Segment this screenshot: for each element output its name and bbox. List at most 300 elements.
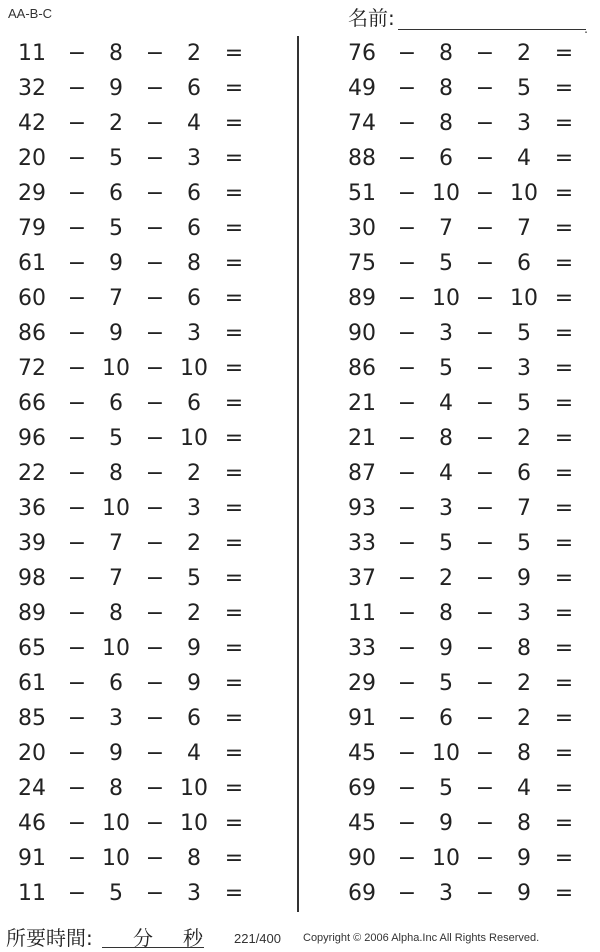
minuend: 91 [18, 846, 46, 871]
minus-sign: − [67, 846, 87, 871]
subtrahend-1: 3 [109, 706, 123, 731]
minus-sign: − [475, 496, 495, 521]
subtrahend-2: 6 [517, 461, 531, 486]
problem-row [0, 701, 270, 736]
minus-sign: − [67, 356, 87, 381]
minus-sign: − [397, 776, 417, 801]
problem-row [0, 876, 270, 911]
minuend: 11 [18, 881, 46, 906]
minus-sign: − [397, 531, 417, 556]
subtrahend-2: 5 [517, 76, 531, 101]
minuend: 76 [348, 41, 376, 66]
equals-sign: = [554, 811, 574, 836]
subtrahend-1: 10 [432, 846, 460, 871]
subtrahend-1: 8 [439, 41, 453, 66]
minus-sign: − [145, 146, 165, 171]
subtrahend-1: 2 [439, 566, 453, 591]
minuend: 85 [18, 706, 46, 731]
minuend: 22 [18, 461, 46, 486]
problem-row [330, 421, 600, 456]
equals-sign: = [224, 706, 244, 731]
subtrahend-1: 9 [109, 76, 123, 101]
subtrahend-2: 2 [187, 461, 201, 486]
subtrahend-1: 3 [439, 321, 453, 346]
subtrahend-1: 8 [109, 776, 123, 801]
subtrahend-2: 3 [187, 146, 201, 171]
minus-sign: − [67, 811, 87, 836]
problem-row [0, 841, 270, 876]
page-number: 221/400 [234, 931, 281, 946]
problem-row [330, 876, 600, 911]
minuend: 61 [18, 671, 46, 696]
subtrahend-1: 10 [102, 356, 130, 381]
minus-sign: − [67, 706, 87, 731]
subtrahend-2: 7 [517, 216, 531, 241]
minuend: 65 [18, 636, 46, 661]
equals-sign: = [224, 566, 244, 591]
subtrahend-2: 9 [517, 566, 531, 591]
minus-sign: − [397, 811, 417, 836]
subtrahend-2: 2 [517, 41, 531, 66]
problem-row [330, 841, 600, 876]
subtrahend-2: 8 [187, 846, 201, 871]
equals-sign: = [224, 216, 244, 241]
minus-sign: − [67, 321, 87, 346]
minus-sign: − [67, 741, 87, 766]
subtrahend-2: 4 [187, 111, 201, 136]
equals-sign: = [554, 566, 574, 591]
subtrahend-1: 8 [439, 601, 453, 626]
column-divider [297, 36, 299, 912]
minuend: 89 [18, 601, 46, 626]
subtrahend-1: 8 [439, 426, 453, 451]
minus-sign: − [475, 426, 495, 451]
minuend: 51 [348, 181, 376, 206]
subtrahend-1: 10 [102, 811, 130, 836]
minuend: 96 [18, 426, 46, 451]
minuend: 46 [18, 811, 46, 836]
minuend: 93 [348, 496, 376, 521]
seconds-label: 秒 [183, 926, 203, 950]
subtrahend-1: 9 [439, 636, 453, 661]
problem-row [0, 316, 270, 351]
minuend: 42 [18, 111, 46, 136]
minus-sign: − [397, 741, 417, 766]
equals-sign: = [224, 356, 244, 381]
minuend: 61 [18, 251, 46, 276]
problem-row [330, 106, 600, 141]
equals-sign: = [554, 76, 574, 101]
minus-sign: − [145, 391, 165, 416]
minus-sign: − [475, 671, 495, 696]
problem-row [0, 176, 270, 211]
subtrahend-2: 8 [187, 251, 201, 276]
problem-row [330, 211, 600, 246]
problem-row [330, 386, 600, 421]
minus-sign: − [475, 706, 495, 731]
minuend: 30 [348, 216, 376, 241]
minuend: 33 [348, 636, 376, 661]
minus-sign: − [397, 286, 417, 311]
equals-sign: = [224, 461, 244, 486]
minuend: 69 [348, 881, 376, 906]
minus-sign: − [145, 636, 165, 661]
minus-sign: − [67, 216, 87, 241]
minus-sign: − [145, 76, 165, 101]
equals-sign: = [224, 181, 244, 206]
equals-sign: = [224, 811, 244, 836]
problem-row [330, 666, 600, 701]
subtrahend-1: 7 [109, 566, 123, 591]
minuend: 87 [348, 461, 376, 486]
problem-row [330, 526, 600, 561]
time-label: 所要時間: [6, 926, 93, 950]
equals-sign: = [554, 216, 574, 241]
minus-sign: − [475, 846, 495, 871]
minus-sign: − [67, 636, 87, 661]
minuend: 20 [18, 146, 46, 171]
minus-sign: − [397, 881, 417, 906]
equals-sign: = [554, 601, 574, 626]
minus-sign: − [67, 496, 87, 521]
subtrahend-2: 9 [187, 636, 201, 661]
equals-sign: = [224, 146, 244, 171]
minuend: 39 [18, 531, 46, 556]
equals-sign: = [554, 531, 574, 556]
subtrahend-1: 10 [102, 846, 130, 871]
subtrahend-1: 6 [109, 391, 123, 416]
problem-row [330, 771, 600, 806]
problem-row [330, 246, 600, 281]
equals-sign: = [224, 531, 244, 556]
equals-sign: = [554, 776, 574, 801]
minus-sign: − [145, 566, 165, 591]
minus-sign: − [145, 321, 165, 346]
problem-row [0, 806, 270, 841]
subtrahend-1: 8 [109, 601, 123, 626]
subtrahend-1: 5 [109, 881, 123, 906]
problem-row [0, 386, 270, 421]
equals-sign: = [554, 741, 574, 766]
problem-row [0, 141, 270, 176]
minus-sign: − [145, 41, 165, 66]
subtrahend-2: 6 [187, 216, 201, 241]
equals-sign: = [554, 146, 574, 171]
equals-sign: = [224, 426, 244, 451]
problem-row [330, 456, 600, 491]
minus-sign: − [475, 76, 495, 101]
equals-sign: = [554, 356, 574, 381]
minus-sign: − [397, 146, 417, 171]
minuend: 75 [348, 251, 376, 276]
minus-sign: − [475, 111, 495, 136]
problem-row [330, 281, 600, 316]
problem-row [0, 736, 270, 771]
minuend: 86 [18, 321, 46, 346]
minus-sign: − [397, 391, 417, 416]
name-label: 名前: [348, 6, 395, 30]
subtrahend-2: 6 [517, 251, 531, 276]
minus-sign: − [67, 286, 87, 311]
subtrahend-1: 3 [439, 496, 453, 521]
minuend: 90 [348, 846, 376, 871]
minus-sign: − [67, 601, 87, 626]
minus-sign: − [475, 776, 495, 801]
subtrahend-2: 9 [187, 671, 201, 696]
problem-row [0, 666, 270, 701]
problem-row [0, 421, 270, 456]
equals-sign: = [224, 776, 244, 801]
equals-sign: = [224, 251, 244, 276]
minus-sign: − [475, 461, 495, 486]
subtrahend-2: 4 [187, 741, 201, 766]
minus-sign: − [67, 111, 87, 136]
subtrahend-2: 9 [517, 846, 531, 871]
subtrahend-2: 10 [510, 286, 538, 311]
subtrahend-1: 6 [439, 146, 453, 171]
subtrahend-2: 8 [517, 741, 531, 766]
minus-sign: − [145, 496, 165, 521]
minus-sign: − [397, 426, 417, 451]
problem-row [330, 176, 600, 211]
problem-row [330, 596, 600, 631]
minuend: 79 [18, 216, 46, 241]
subtrahend-1: 8 [439, 111, 453, 136]
minus-sign: − [145, 531, 165, 556]
minus-sign: − [397, 356, 417, 381]
subtrahend-2: 2 [517, 706, 531, 731]
subtrahend-1: 6 [109, 671, 123, 696]
problem-row [330, 806, 600, 841]
copyright-notice: Copyright © 2006 Alpha.Inc All Rights Reserved. [303, 932, 540, 944]
problem-row [330, 701, 600, 736]
subtrahend-1: 5 [439, 251, 453, 276]
name-field[interactable] [348, 6, 588, 36]
subtrahend-1: 7 [109, 531, 123, 556]
name-underline [398, 29, 586, 30]
minus-sign: − [397, 846, 417, 871]
equals-sign: = [554, 251, 574, 276]
minus-sign: − [67, 531, 87, 556]
minuend: 88 [348, 146, 376, 171]
minus-sign: − [475, 636, 495, 661]
minuend: 74 [348, 111, 376, 136]
subtrahend-1: 10 [432, 741, 460, 766]
subtrahend-2: 6 [187, 706, 201, 731]
subtrahend-1: 9 [109, 251, 123, 276]
equals-sign: = [224, 391, 244, 416]
minus-sign: − [67, 426, 87, 451]
subtrahend-2: 10 [180, 776, 208, 801]
minus-sign: − [145, 706, 165, 731]
subtrahend-1: 5 [439, 671, 453, 696]
equals-sign: = [224, 881, 244, 906]
minus-sign: − [67, 461, 87, 486]
equals-sign: = [554, 181, 574, 206]
subtrahend-2: 5 [517, 531, 531, 556]
minuend: 66 [18, 391, 46, 416]
minus-sign: − [475, 321, 495, 346]
minus-sign: − [397, 111, 417, 136]
minuend: 24 [18, 776, 46, 801]
subtrahend-1: 9 [439, 811, 453, 836]
minus-sign: − [475, 741, 495, 766]
minus-sign: − [397, 601, 417, 626]
minuend: 45 [348, 741, 376, 766]
subtrahend-1: 8 [109, 461, 123, 486]
minus-sign: − [475, 566, 495, 591]
minus-sign: − [145, 216, 165, 241]
minuend: 45 [348, 811, 376, 836]
minus-sign: − [67, 776, 87, 801]
subtrahend-2: 3 [187, 321, 201, 346]
subtrahend-2: 6 [187, 286, 201, 311]
minus-sign: − [145, 741, 165, 766]
minus-sign: − [397, 496, 417, 521]
subtrahend-1: 6 [439, 706, 453, 731]
minus-sign: − [145, 426, 165, 451]
problem-row [0, 526, 270, 561]
minus-sign: − [475, 216, 495, 241]
equals-sign: = [554, 41, 574, 66]
equals-sign: = [554, 111, 574, 136]
minus-sign: − [145, 811, 165, 836]
subtrahend-2: 3 [517, 111, 531, 136]
equals-sign: = [224, 601, 244, 626]
minus-sign: − [67, 251, 87, 276]
equals-sign: = [554, 671, 574, 696]
problem-row [0, 246, 270, 281]
problem-row [0, 281, 270, 316]
problem-row [330, 491, 600, 526]
minus-sign: − [67, 146, 87, 171]
subtrahend-1: 6 [109, 181, 123, 206]
equals-sign: = [554, 426, 574, 451]
equals-sign: = [224, 636, 244, 661]
minus-sign: − [67, 391, 87, 416]
equals-sign: = [554, 706, 574, 731]
subtrahend-2: 10 [180, 356, 208, 381]
minus-sign: − [397, 321, 417, 346]
subtrahend-1: 8 [109, 41, 123, 66]
minus-sign: − [475, 146, 495, 171]
minus-sign: − [397, 671, 417, 696]
subtrahend-1: 10 [432, 286, 460, 311]
minuend: 72 [18, 356, 46, 381]
subtrahend-1: 5 [439, 776, 453, 801]
subtrahend-2: 6 [187, 76, 201, 101]
equals-sign: = [554, 496, 574, 521]
equals-sign: = [554, 391, 574, 416]
minus-sign: − [475, 181, 495, 206]
equals-sign: = [224, 846, 244, 871]
subtrahend-1: 10 [102, 496, 130, 521]
minuend: 11 [18, 41, 46, 66]
minus-sign: − [67, 181, 87, 206]
subtrahend-2: 2 [517, 671, 531, 696]
minus-sign: − [397, 566, 417, 591]
minuend: 33 [348, 531, 376, 556]
subtrahend-2: 3 [517, 356, 531, 381]
minuend: 36 [18, 496, 46, 521]
minus-sign: − [475, 601, 495, 626]
equals-sign: = [224, 76, 244, 101]
minus-sign: − [397, 461, 417, 486]
problem-row [330, 316, 600, 351]
minus-sign: − [475, 286, 495, 311]
subtrahend-1: 10 [432, 181, 460, 206]
minus-sign: − [67, 881, 87, 906]
minus-sign: − [397, 76, 417, 101]
minus-sign: − [145, 286, 165, 311]
worksheet-code: AA-B-C [8, 6, 53, 21]
minus-sign: − [67, 566, 87, 591]
problem-row [330, 736, 600, 771]
problem-row [0, 631, 270, 666]
equals-sign: = [554, 321, 574, 346]
minus-sign: − [145, 251, 165, 276]
subtrahend-2: 2 [187, 531, 201, 556]
minuend: 29 [18, 181, 46, 206]
subtrahend-2: 6 [187, 391, 201, 416]
equals-sign: = [224, 671, 244, 696]
minuend: 37 [348, 566, 376, 591]
minuend: 86 [348, 356, 376, 381]
subtrahend-2: 2 [517, 426, 531, 451]
minus-sign: − [475, 251, 495, 276]
problem-row [0, 456, 270, 491]
minus-sign: − [67, 41, 87, 66]
minus-sign: − [145, 356, 165, 381]
minus-sign: − [475, 41, 495, 66]
left-problem-column [0, 36, 270, 911]
minuend: 29 [348, 671, 376, 696]
subtrahend-2: 4 [517, 146, 531, 171]
subtrahend-1: 5 [439, 356, 453, 381]
minuend: 90 [348, 321, 376, 346]
subtrahend-1: 4 [439, 391, 453, 416]
subtrahend-1: 5 [109, 426, 123, 451]
problem-row [330, 631, 600, 666]
subtrahend-2: 2 [187, 41, 201, 66]
subtrahend-2: 7 [517, 496, 531, 521]
problem-row [0, 561, 270, 596]
problem-row [330, 351, 600, 386]
subtrahend-2: 10 [180, 811, 208, 836]
minus-sign: − [475, 356, 495, 381]
minus-sign: − [475, 531, 495, 556]
problem-row [330, 36, 600, 71]
subtrahend-2: 10 [510, 181, 538, 206]
minuend: 98 [18, 566, 46, 591]
subtrahend-1: 5 [439, 531, 453, 556]
subtrahend-2: 3 [517, 601, 531, 626]
subtrahend-1: 5 [109, 216, 123, 241]
minus-sign: − [397, 41, 417, 66]
minus-sign: − [145, 671, 165, 696]
minus-sign: − [397, 636, 417, 661]
minus-sign: − [145, 846, 165, 871]
problem-row [330, 71, 600, 106]
subtrahend-1: 9 [109, 741, 123, 766]
name-end-dot: . [584, 22, 588, 36]
subtrahend-2: 2 [187, 601, 201, 626]
right-problem-column [330, 36, 600, 911]
minus-sign: − [145, 776, 165, 801]
minus-sign: − [145, 461, 165, 486]
problem-row [0, 771, 270, 806]
subtrahend-1: 5 [109, 146, 123, 171]
